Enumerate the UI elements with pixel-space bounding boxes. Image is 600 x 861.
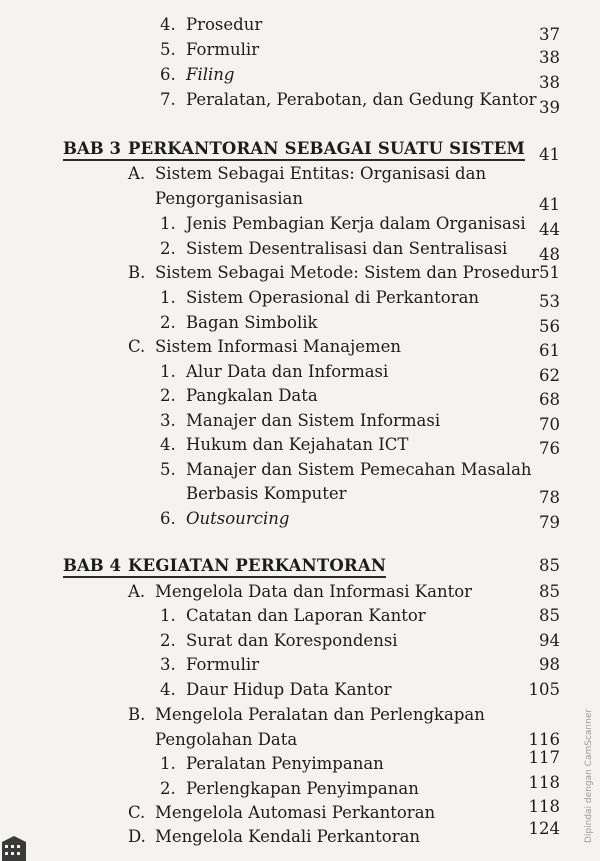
page-number: 94 (539, 631, 560, 650)
toc-row (0, 459, 560, 483)
entry-number: 1. (160, 606, 176, 625)
entry-title: Manajer dan Sistem Pemecahan Masalah (186, 460, 532, 479)
entry-title: Bagan Simbolik (186, 313, 318, 332)
entry-number: A. (128, 164, 146, 183)
toc-row (0, 704, 560, 728)
entry-title: Mengelola Automasi Perkantoran (155, 803, 436, 822)
page-number: 76 (539, 439, 560, 458)
toc-row (0, 312, 560, 336)
toc-row (0, 630, 560, 654)
entry-number: 7. (160, 90, 176, 109)
entry-title: Pengorganisasian (155, 189, 303, 208)
entry-number: D. (128, 827, 146, 846)
page-number: 124 (528, 819, 560, 838)
chapter-number: BAB 4 (63, 556, 121, 575)
toc-row (0, 748, 560, 777)
toc-row (0, 410, 560, 434)
toc-row (0, 361, 560, 385)
entry-number: 6. (160, 509, 176, 528)
entry-title: Berbasis Komputer (186, 484, 347, 503)
toc-row (0, 581, 560, 605)
entry-number: B. (128, 263, 146, 282)
toc-row (0, 89, 560, 117)
entry-number: 5. (160, 460, 176, 479)
toc-row (0, 434, 560, 458)
entry-title: Manajer dan Sistem Informasi (186, 411, 441, 430)
toc-row (0, 773, 560, 802)
entry-number: 2. (160, 779, 176, 798)
entry-number: B. (128, 705, 146, 724)
entry-number: 1. (160, 754, 176, 773)
toc-row (0, 14, 560, 44)
watermark-text: Dipindai dengan CamScanner (584, 708, 594, 843)
entry-number: 2. (160, 313, 176, 332)
chapter-underline (63, 576, 386, 578)
toc-row (0, 385, 560, 409)
toc-row (0, 819, 560, 850)
page-number: 39 (539, 98, 560, 117)
entry-title: Peralatan, Perabotan, dan Gedung Kantor (186, 90, 537, 109)
entry-number: 2. (160, 631, 176, 650)
entry-title: Catatan dan Laporan Kantor (186, 606, 426, 625)
toc-row (0, 64, 560, 92)
page-number: 37 (539, 25, 560, 44)
entry-title: Peralatan Penyimpanan (186, 754, 384, 773)
entry-title: Jenis Pembagian Kerja dalam Organisasi (186, 214, 526, 233)
page-number: 78 (539, 488, 560, 507)
entry-title: Surat dan Korespondensi (186, 631, 398, 650)
entry-number: 5. (160, 40, 176, 59)
entry-number: 2. (160, 386, 176, 405)
page-number: 70 (539, 415, 560, 434)
toc-row (0, 163, 560, 187)
entry-title: Mengelola Data dan Informasi Kantor (155, 582, 473, 601)
page-number: 85 (539, 606, 560, 625)
page-number: 118 (528, 797, 560, 816)
toc-row (0, 238, 560, 262)
page-number: 117 (528, 748, 560, 767)
building-logo-icon (0, 828, 38, 861)
entry-title: Hukum dan Kejahatan ICT (186, 435, 409, 454)
page-number: 48 (539, 245, 560, 264)
page-number: 53 (539, 292, 560, 311)
page-number: 79 (539, 513, 560, 532)
entry-title: Mengelola Kendali Perkantoran (155, 827, 421, 846)
page-number: 56 (539, 317, 560, 336)
toc-row (0, 39, 560, 67)
toc-row (0, 483, 560, 507)
entry-number: 2. (160, 239, 176, 258)
page-number: 51 (539, 263, 560, 282)
toc-row (0, 729, 560, 753)
entry-number: 6. (160, 65, 176, 84)
entry-title: Sistem Desentralisasi dan Sentralisasi (186, 239, 508, 258)
toc-row (0, 262, 560, 286)
page-number: 38 (539, 48, 560, 67)
page-number: 41 (539, 195, 560, 214)
page-number: 68 (539, 390, 560, 409)
entry-number: 1. (160, 214, 176, 233)
page-number: 118 (528, 773, 560, 792)
chapter-row (0, 138, 560, 162)
toc-row (0, 213, 560, 237)
entry-title: Sistem Informasi Manajemen (155, 337, 401, 356)
page-number: 116 (528, 730, 560, 749)
chapter-title: PERKANTORAN SEBAGAI SUATU SISTEM (128, 139, 526, 158)
entry-number: 4. (160, 15, 176, 34)
entry-title: Formulir (186, 40, 260, 59)
toc-row (0, 508, 560, 532)
entry-number: 1. (160, 362, 176, 381)
chapter-underline (63, 159, 525, 161)
chapter-row (0, 555, 560, 579)
page-number: 61 (539, 341, 560, 360)
toc-row (0, 679, 560, 703)
entry-number: 3. (160, 655, 176, 674)
entry-title: Perlengkapan Penyimpanan (186, 779, 419, 798)
page-number: 105 (528, 680, 560, 699)
entry-number: 4. (160, 435, 176, 454)
toc-row (0, 287, 560, 311)
toc-row (0, 605, 560, 629)
page-number: 62 (539, 366, 560, 385)
entry-title: Pangkalan Data (186, 386, 318, 405)
entry-title: Daur Hidup Data Kantor (186, 680, 392, 699)
entry-number: 1. (160, 288, 176, 307)
page-number: 85 (539, 582, 560, 601)
entry-title: Sistem Sebagai Metode: Sistem dan Prosedur (155, 263, 539, 282)
page-number: 98 (539, 655, 560, 674)
chapter-number: BAB 3 (63, 139, 121, 158)
toc-row (0, 654, 560, 678)
entry-title: Outsourcing (186, 509, 290, 528)
entry-number: A. (128, 582, 146, 601)
toc-row (0, 188, 560, 212)
entry-title: Pengolahan Data (155, 730, 298, 749)
entry-title: Alur Data dan Informasi (186, 362, 389, 381)
entry-number: C. (128, 803, 146, 822)
toc-row (0, 336, 560, 360)
entry-title: Formulir (186, 655, 260, 674)
scanner-watermark (576, 708, 594, 848)
page-number: 44 (539, 220, 560, 239)
entry-title: Sistem Operasional di Perkantoran (186, 288, 480, 307)
page-number: 85 (539, 556, 560, 575)
page-number: 41 (539, 145, 560, 164)
chapter-title: KEGIATAN PERKANTORAN (128, 556, 387, 575)
entry-title: Prosedur (186, 15, 263, 34)
entry-title: Sistem Sebagai Entitas: Organisasi dan (155, 164, 487, 183)
entry-number: 4. (160, 680, 176, 699)
toc-row (0, 797, 560, 826)
page-number: 38 (539, 73, 560, 92)
entry-number: C. (128, 337, 146, 356)
entry-title: Mengelola Peralatan dan Perlengkapan (155, 705, 485, 724)
entry-number: 3. (160, 411, 176, 430)
entry-title: Filing (186, 65, 235, 84)
